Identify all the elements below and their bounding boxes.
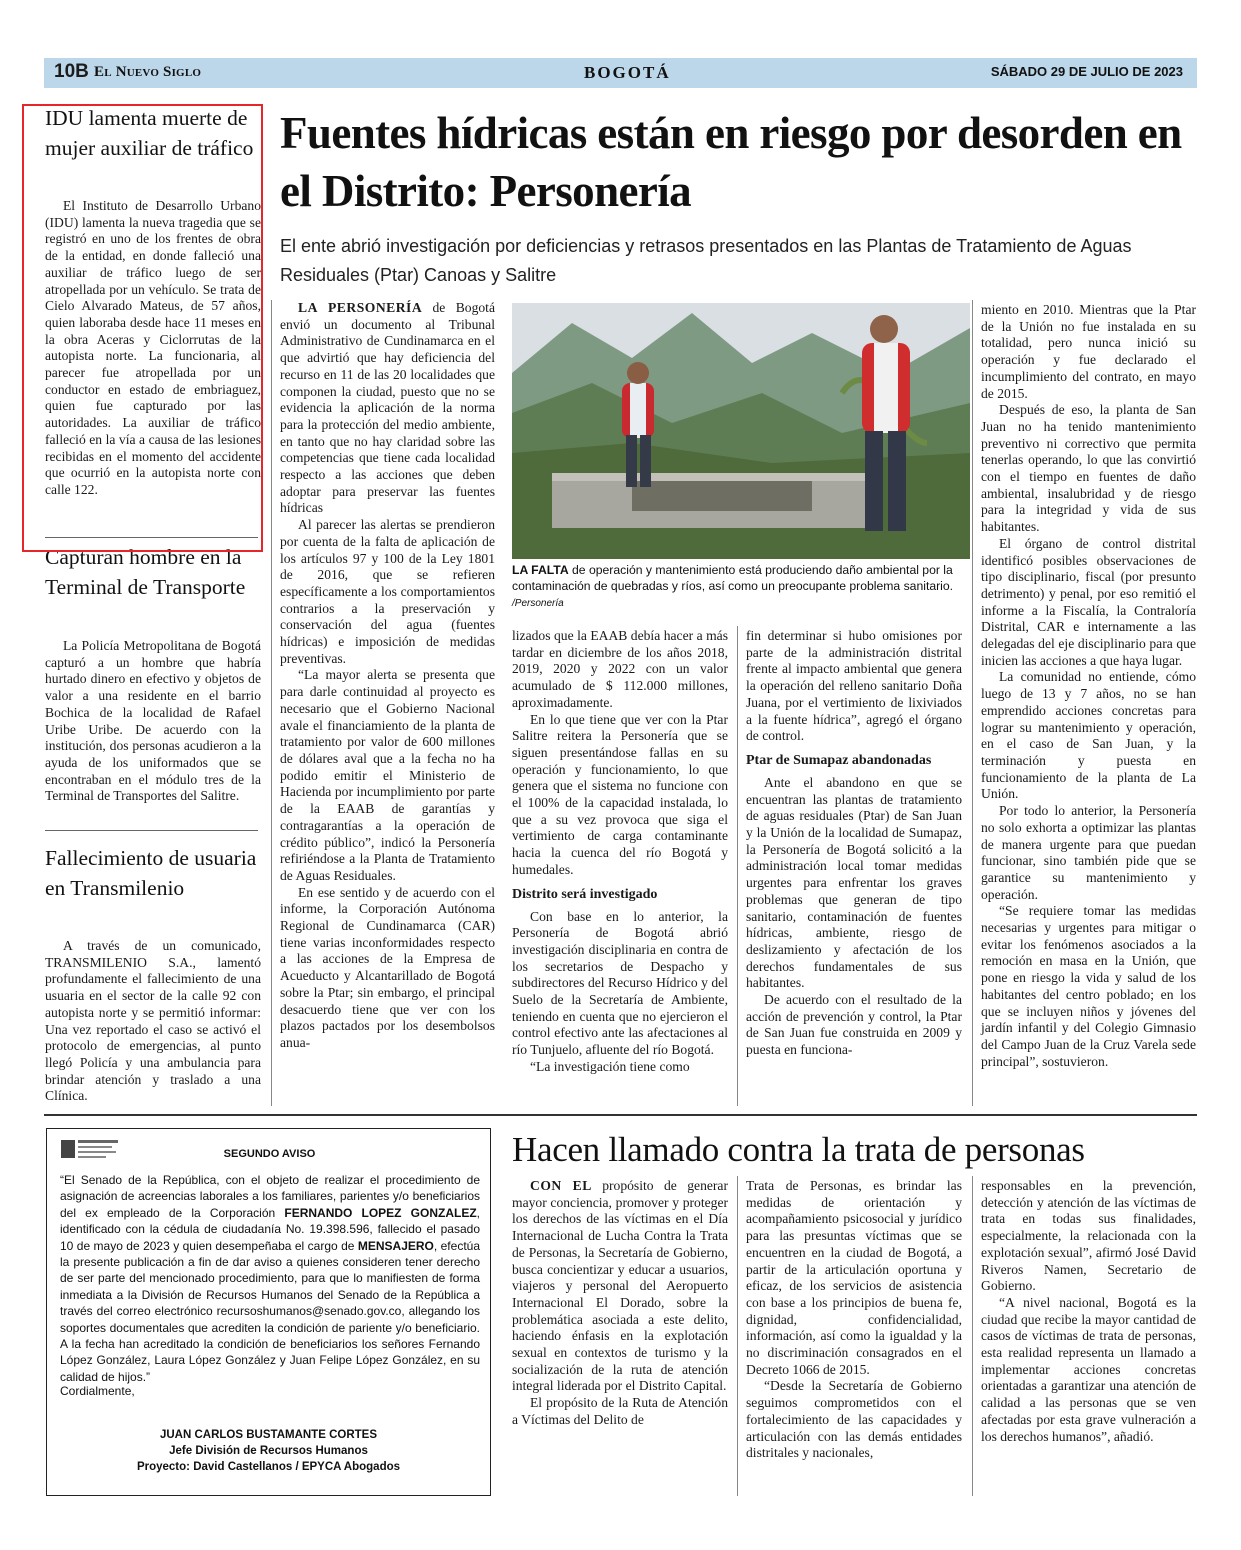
- photo-caption: [512, 562, 972, 612]
- main-column-3: [746, 628, 962, 1059]
- paragraph: El propósito de la Ruta de Atención a Víctimas del Delito de: [512, 1395, 728, 1427]
- story2-title: Capturan hombre en la Terminal de Transporte: [45, 545, 246, 599]
- story3-paragraph: A través de un comunicado, TRANSMILENIO S.A., lamentó profundamente el fallecimiento de una usuaria en el sector de la calle 92 con autopista norte y se permitió informar: Una vez reportado el caso se activó el protocolo de emergencias, al punto llegó Policía y una ambulancia para brindar atención y traslado a una Clínica.: [45, 938, 261, 1104]
- story3-body: [45, 938, 261, 1105]
- sidebar-divider: [45, 830, 258, 831]
- paragraph: Por todo lo anterior, la Personería no solo exhorta a optimizar las plantas de manera urgente para que puedan funcionar, sino también pide que se garantice su mantenimiento y operación.: [981, 803, 1196, 902]
- horizontal-rule: [44, 1114, 1197, 1116]
- paragraph: “Desde la Secretaría de Gobierno seguimos comprometidos con el fortalecimiento de las capacidades y articulación con las demás entidades distritales y nacionales,: [746, 1378, 962, 1461]
- photo-credit: /Personería: [512, 598, 564, 609]
- notice-name: FERNANDO LOPEZ GONZALEZ: [284, 1205, 477, 1220]
- article-photo: [512, 303, 970, 559]
- paragraph: En lo que tiene que ver con la Ptar Salitre reitera la Personería que se siguen presentándose fallas en su operación y funcionamiento, lo que genera que el sistema no funcione con el 100% de la capacidad instalada, lo que a su vez provoca que siga el vertimiento de carga contaminante hacia la cuenca del río Bogotá y humedales.: [512, 711, 728, 877]
- subheading-investigation: Distrito será investigado: [512, 886, 658, 902]
- paragraph: En ese sentido y de acuerdo con el informe, la Corporación Autónoma Regional de Cundinamarca (CAR) tiene varias inconformidades respecto a las acciones de la Empresa de Acueducto y Alcantarillado de Bogotá sobre la Ptar; sin embargo, el principal desacuerdo tiene que ver con los plazos pactados por los desembolsos anua-: [280, 884, 495, 1050]
- paragraph: “La investigación tiene como: [530, 1058, 690, 1074]
- highlight-box: [22, 104, 263, 552]
- column-rule: [737, 626, 738, 1106]
- newspaper-name: El Nuevo Siglo: [94, 64, 202, 80]
- second-column-1: [512, 1178, 728, 1429]
- lead-in: CON EL: [530, 1178, 592, 1193]
- main-column-1: [280, 300, 495, 1052]
- page-header-bar: [44, 58, 1197, 88]
- caption-lead: LA FALTA: [512, 563, 569, 577]
- paragraph: “A nivel nacional, Bogotá es la ciudad que recibe la mayor cantidad de casos de víctimas de trata de personas, esta realidad representa un llamado a implementar acciones concretas orientadas a garantizar una atención de calidad a las personas que se ven afectadas por esta grave vulneración a los derechos humanos”, añadió.: [981, 1294, 1196, 1444]
- notice-closing: Cordialmente,: [60, 1384, 135, 1398]
- paragraph: de Bogotá envió un documento al Tribunal Administrativo de Cundinamarca en el que advirtió que hay deficiencia del recurso en 11 de las 20 localidades que componen la ciudad, puesto que no se evidencia la aplicación de la norma para la protección del medio ambiente, en tanto que no hay claridad sobre las competencias que tiene cada localidad respecto a las acciones que deben adoptar para preservar las fuentes hídricas: [280, 300, 495, 516]
- notice-body: [60, 1172, 480, 1385]
- notice-signer-role: Jefe División de Recursos Humanos: [169, 1445, 368, 1457]
- paragraph: Con base en lo anterior, la Personería de Bogotá abrió investigación disciplinaria en contra de los secretarios de Despacho y subdirectores del Recurso Hídrico y del Suelo de la Secretaría de Ambiente, teniendo en cuenta que no ejercieron el control efectivo ante las afectaciones al río Tunjuelo, afluente del río Bogotá.: [512, 908, 728, 1058]
- notice-text: , efectúa la presente publicación a fin de dar aviso a quienes consideren tener derecho de ser parte del mencionado procedimiento, para que lo manifiesten de forma inmediata a la División de Recursos Humanos del Senado de la República a través del correo electrónico recursoshumanos@senado.gov.co, allegando los soportes documentales que acrediten la condición de pariente y/o beneficiario. A la fecha han acreditado la condición de beneficiarios los señores Fernando López González, Laura López González y Juan Felipe López González, en su calidad de hijos.”: [60, 1238, 480, 1384]
- paragraph: El órgano de control distrital identificó posibles observaciones de tipo disciplinario, fiscal (por presunto detrimento) y penal, por eso remitió el informe a la Fiscalía, la Contraloría Distrital, CAR e internamente a las delegadas del eje disciplinario para que inicien las acciones a que haya lugar.: [981, 535, 1196, 668]
- second-column-3: [981, 1178, 1196, 1445]
- paragraph: Trata de Personas, es brindar las medidas de orientación y acompañamiento psicosocial y jurídico para las presuntas víctimas que se encuentren en la ciudad de Bogotá, a partir de la articulación oportuna y eficaz, de los servicios de asistencia con base a los principios de buena fe, dignidad, confidencialidad, información, así como la igualdad y la no discriminación consagrados en el Decreto 1066 de 2015.: [746, 1178, 962, 1377]
- main-column-2: [512, 628, 728, 1076]
- paragraph: lizados que la EAAB debía hacer a más tardar en diciembre de los años 2018, 2019, 2020 y 2022 con un valor acumulado de $ 112.000 millones, aproximadamente.: [512, 628, 728, 710]
- column-rule: [972, 300, 973, 1106]
- second-headline: Hacen llamado contra la trata de personas: [512, 1130, 1085, 1169]
- notice-signer: JUAN CARLOS BUSTAMANTE CORTES: [159, 1429, 377, 1441]
- paragraph: Después de eso, la planta de San Juan no ha tenido mantenimiento preventivo ni correctivo que permita tenerlas operando, lo que las convirtió con el tiempo en fuentes de daño ambiental, insalubridad y de riesgo para la integridad y vida de sus habitantes.: [981, 402, 1196, 535]
- mountain-landscape-image: [512, 303, 970, 559]
- notice-role: MENSAJERO: [357, 1238, 434, 1253]
- story1-paragraph: El Instituto de Desarrollo Urbano (IDU) lamenta la nueva tragedia que se registró en uno de los frentes de obra de la entidad, en donde falleció una auxiliar de tráfico luego de ser atropellada por un vehículo. Se trata de Cielo Alvarado Mateus, de 57 años, quien laboraba desde hace 11 meses en la obra Aceras y Ciclorrutas de la autopista norte. La funcionaria, al parecer fue atropellada por un conductor en estado de embriaguez, quien fue capturado por las autoridades. La auxiliar de tráfico falleció en la vía a causa de las lesiones recibidas en el momento del accidente que ocurrió en la autopista norte con calle 122.: [45, 198, 261, 497]
- paragraph: responsables en la prevención, detección y atención de las víctimas de trata en todas sus finalidades, especialmente, la relacionada con la explotación sexual”, afirmó José David Riveros Namen, Secretario de Gobierno.: [981, 1178, 1196, 1294]
- paragraph: De acuerdo con el resultado de la acción de prevención y control, la Ptar de San Juan fue construida en 2009 y puesta en funciona-: [746, 992, 962, 1058]
- notice-project: Proyecto: David Castellanos / EPYCA Abogados: [136, 1461, 401, 1473]
- story1-title: IDU lamenta muerte de mujer auxiliar de tráfico: [45, 106, 254, 160]
- paragraph: “Se requiere tomar las medidas necesarias y urgentes para mitigar o evitar los fenómenos asociados a la remoción en masa en la Unión, que pone en riesgo la vida y salud de los habitantes del centro poblado; en los que se incluyen niños y jóvenes del jardín infantil y del Colegio Gimnasio del Campo Juan de la Cruz Varela sede principal”, sostuvieron.: [981, 903, 1196, 1069]
- paragraph: Al parecer las alertas se prendieron por cuenta de la falta de aplicación de los artículos 97 y 100 de la Ley 1801 de 2016, que se refieren específicamente a los comportamientos contrarios a la preservación y conservación del agua (fuentes hídricas) e imposición de medidas preventivas.: [280, 517, 495, 666]
- story3-title: Fallecimiento de usuaria en Transmilenio: [45, 846, 257, 900]
- paragraph: fin determinar si hubo omisiones por parte de la administración distrital frente al impacto ambiental que genera la operación del relleno sanitario Doña Juana, por el vertimiento de lixiviados a la fuente hídrica”, agregó el órgano de control.: [746, 628, 962, 744]
- story2-body: [45, 638, 261, 805]
- page-number: 10B: [54, 61, 89, 82]
- notice-text: “El Senado de la República, con el objeto de realizar el procedimiento de asignación de acreencias laborales a los familiares, parientes y/o beneficiarios del ex empleado de la Corporación: [60, 1173, 480, 1220]
- paragraph: propósito de generar mayor conciencia, promover y proteger los derechos de las víctimas en el Día Internacional de Lucha Contra la Trata de Personas, la Secretaría de Gobierno, busca concientizar y educar a usuarios, viajeros y personal del Aeropuerto Internacional El Dorado, sobre la problemática asociada a este delito, haciendo énfasis en la explotación sexual en contextos de turismo y la socialización de la ruta de atención integral liderada por el Distrito Capital.: [512, 1178, 728, 1394]
- story2-paragraph: La Policía Metropolitana de Bogotá capturó a un hombre que habría hurtado dinero en efectivo y objetos de valor a una residente en el barrio Bochica de la localidad de Rafael Uribe Uribe. De acuerdo con la institución, dos personas acudieron a la ayuda de los uniformados que se encontraban en el módulo tres de la Terminal de Transportes del Salitre.: [45, 638, 261, 804]
- notice-text: , identificado con la cédula de ciudadanía No. 19.398.596, fallecido el pasado 10 de mayo de 2023 y quien desempeñaba el cargo de: [60, 1205, 480, 1253]
- main-subheadline: El ente abrió investigación por deficiencias y retrasos presentados en las Plantas de Tratamiento de Aguas Residuales (Ptar) Canoas y Salitre: [280, 236, 1132, 285]
- paragraph: Ante el abandono en que se encuentran las plantas de tratamiento de aguas residuales (Ptar) de San Juan y la Unión de la localidad de Sumapaz, la Personería de Bogotá solicitó a la administración local tomar medidas urgentes para enfrentar los graves problemas que generan de tipo sanitario, contaminación de fuentes hídricas, ambiente, riesgo de deslizamiento y afectación de los derechos fundamentales de sus habitantes.: [746, 774, 962, 991]
- column-rule: [271, 300, 272, 1106]
- caption-text: de operación y mantenimiento está produciendo daño ambiental por la contaminación de quebradas y ríos, así como un preocupante problema sanitario.: [512, 563, 954, 593]
- paragraph: “La mayor alerta se presenta que para darle continuidad al proyecto es necesario que el Gobierno Nacional avale el financiamiento de la planta de tratamiento por valor de 600 millones de dólares aval que a la fecha no ha podido emitir el Ministerio de Hacienda por incumplimiento por parte de la EAAB de garantías y contragarantías a la operación de crédito público”, indicó la Personería refiriéndose a la Planta de Tratamiento de Aguas Residuales.: [280, 667, 495, 883]
- section-name: BOGOTÁ: [584, 63, 671, 82]
- notice-heading: SEGUNDO AVISO: [223, 1148, 316, 1160]
- main-column-4: [981, 302, 1196, 1070]
- main-headline: Fuentes hídricas están en riesgo por desorden en el Distrito: Personería: [280, 108, 1182, 216]
- column-rule: [737, 1176, 738, 1496]
- lead-in: LA PERSONERÍA: [298, 300, 423, 315]
- subheading-sumapaz: Ptar de Sumapaz abandonadas: [746, 752, 932, 768]
- second-column-2: [746, 1178, 962, 1462]
- column-rule: [972, 1176, 973, 1496]
- paragraph: La comunidad no entiende, cómo luego de 13 y 7 años, no se han emprendido acciones concretas para lograr su mantenimiento y operación, en el caso de San Juan, y la terminación y puesta en funcionamiento de la planta de La Unión.: [981, 669, 1196, 802]
- paragraph: miento en 2010. Mientras que la Ptar de la Unión no fue instalada en su totalidad, pero nunca inició su operación y fue declarado el incumplimiento del contrato, en mayo de 2015.: [981, 302, 1196, 401]
- issue-date: SÁBADO 29 DE JULIO DE 2023: [990, 64, 1183, 79]
